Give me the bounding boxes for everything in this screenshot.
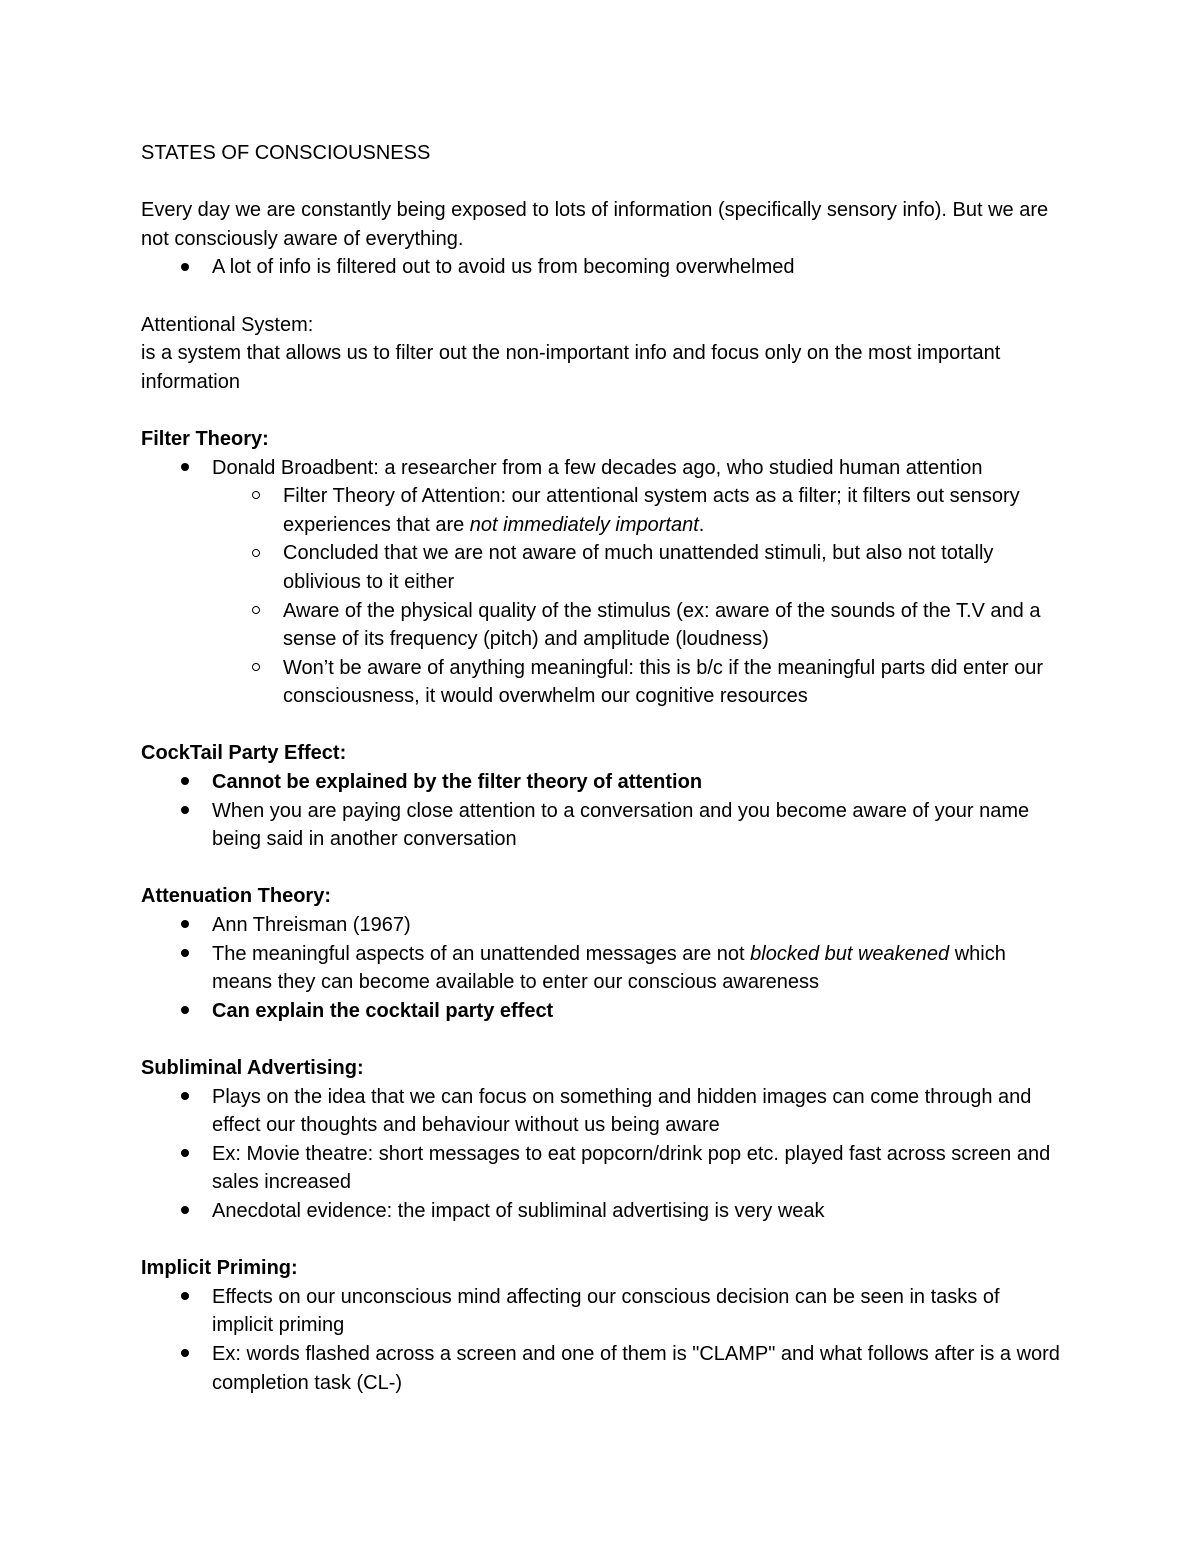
sub-list-item: Aware of the physical quality of the stimulus (ex: aware of the sounds of the T.V and a sense of its frequency (pitch) and amplitude (loudness) xyxy=(141,597,1061,654)
list-item: Plays on the idea that we can focus on something and hidden images can come through and effect our thoughts and behaviour without us being aware xyxy=(141,1083,1061,1140)
circle-bullet-icon xyxy=(246,597,266,626)
bullet-icon xyxy=(175,1283,195,1312)
sub-list-item: Won’t be aware of anything meaningful: this is b/c if the meaningful parts did enter our consciousness, it would overwhelm our cognitive resources xyxy=(141,654,1061,711)
list-item: Ex: Movie theatre: short messages to eat popcorn/drink pop etc. played fast across screen and sales increased xyxy=(141,1140,1061,1197)
circle-bullet-icon xyxy=(246,482,266,511)
document-title: STATES OF CONSCIOUSNESS xyxy=(141,142,431,164)
priming-heading: Implicit Priming: xyxy=(141,1257,298,1280)
list-item: Ann Threisman (1967) xyxy=(141,911,1061,940)
bullet-icon xyxy=(175,253,195,282)
attentional-system-heading: Attentional System: xyxy=(141,313,314,336)
subliminal-list xyxy=(141,1083,1061,1226)
attenuation-heading: Attenuation Theory: xyxy=(141,885,331,908)
circle-bullet-icon xyxy=(246,539,266,568)
bullet-icon xyxy=(175,1340,195,1369)
list-item: A lot of info is filtered out to avoid us from becoming overwhelmed xyxy=(141,253,1061,282)
bullet-icon xyxy=(175,997,195,1026)
priming-list xyxy=(141,1283,1061,1397)
filter-theory-heading: Filter Theory: xyxy=(141,427,269,450)
subliminal-heading: Subliminal Advertising: xyxy=(141,1057,364,1079)
attenuation-list xyxy=(141,911,1061,1025)
intro-paragraph: Every day we are constantly being exposed to lots of information (specifically sensory info). But we are not consciously aware of everything. xyxy=(141,199,1049,250)
bullet-icon xyxy=(175,1083,195,1112)
circle-bullet-icon xyxy=(246,654,266,683)
list-item: Anecdotal evidence: the impact of subliminal advertising is very weak xyxy=(141,1197,1061,1226)
filter-theory-list xyxy=(141,454,1061,711)
list-item: Donald Broadbent: a researcher from a few decades ago, who studied human attention xyxy=(141,454,1061,483)
sub-list-item: Concluded that we are not aware of much unattended stimuli, but also not totally oblivious to it either xyxy=(141,539,1061,596)
intro-list xyxy=(141,253,1061,282)
cocktail-heading: CockTail Party Effect: xyxy=(141,742,347,765)
bullet-icon xyxy=(175,940,195,969)
list-item: Effects on our unconscious mind affecting our conscious decision can be seen in tasks of implicit priming xyxy=(141,1283,1061,1340)
list-item: Ex: words flashed across a screen and one of them is "CLAMP" and what follows after is a word completion task (CL-) xyxy=(141,1340,1061,1397)
list-item: When you are paying close attention to a conversation and you become aware of your name being said in another conversation xyxy=(141,797,1061,854)
bullet-icon xyxy=(175,1140,195,1169)
list-item: Can explain the cocktail party effect xyxy=(141,997,1061,1026)
list-item: The meaningful aspects of an unattended messages are not blocked but weakened which means they can become available to enter our conscious awareness xyxy=(141,940,1061,997)
bullet-icon xyxy=(175,1197,195,1226)
bullet-icon xyxy=(175,768,195,797)
list-item: Cannot be explained by the filter theory of attention xyxy=(141,768,1061,797)
cocktail-list xyxy=(141,768,1061,854)
sub-list-item: Filter Theory of Attention: our attentional system acts as a filter; it filters out sensory experiences that are not immediately important. xyxy=(141,482,1061,539)
bullet-icon xyxy=(175,911,195,940)
bullet-icon xyxy=(175,454,195,483)
bullet-icon xyxy=(175,797,195,826)
document-page xyxy=(141,139,1061,1397)
attentional-system-definition: is a system that allows us to filter out the non-important info and focus only on the most important information xyxy=(141,342,1001,393)
